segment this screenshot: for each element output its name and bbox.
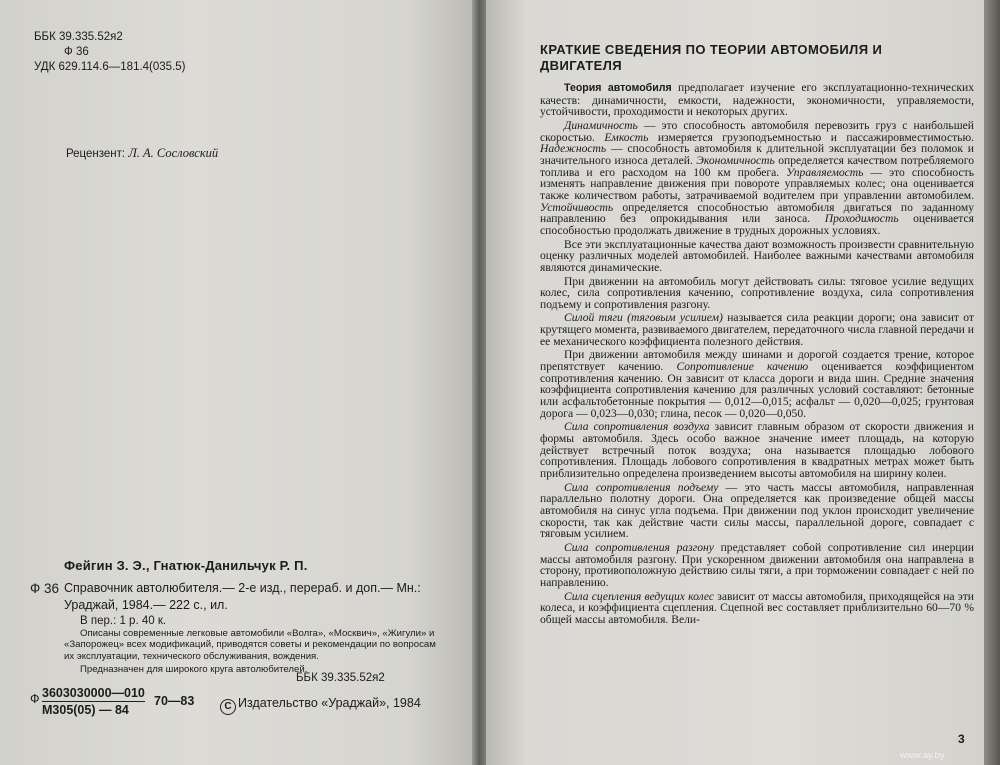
paragraph-text: называется сила реакции дороги; она зависит от крутящего момента, развиваемого двигателем, передаточного числа главной передачи и ее механического коэффициента полезного действия. [540,311,974,348]
paragraph-text: определяется качеством потребляемого топлива и его расходом на 100 км пробега. [540,153,974,179]
classification-header [34,30,186,75]
emphasized-term: Надежность [540,142,607,156]
body-paragraph [540,591,974,626]
code-top: 3603030000—010 [42,686,145,700]
bibliographic-entry: Справочник автолюбителя.— 2-е изд., перераб. и доп.— Мн.: Ураджай, 1984.— 222 с., ил. [64,581,421,612]
emphasized-term: Силой тяги (тяговым усилием) [564,311,723,325]
authors: Фейгин З. Э., Гнатюк-Данильчук Р. П. [64,558,308,573]
body-paragraph [540,482,974,540]
paragraph-text: — это часть массы автомобиля, направленная параллельно полотну дороги. Она определяется как произведение общей массы автомобиля на синус угла подъема. При движении под уклон происходит увеличение скорости, так как действие части силы массы, параллельной дороге, совпадает с тяговым усилием. [540,480,974,541]
paragraph-text: — это способность изменять направление движения при повороте управляемых колес; она оценивается также количеством работы, затрачиваемой водителем при управлении автомобилем. [540,165,974,202]
emphasized-term: Устойчивость [540,200,614,214]
paragraph-text: При движении автомобиля между шинами и дорогой создается трение, которое препятствует качению. [540,348,974,374]
udk-code: УДК 629.114.6—181.4(035.5) [34,61,186,73]
paragraph-text: — способность автомобиля к длительной эксплуатации без поломок и значительного износа деталей. [540,142,974,167]
audience-note: Предназначен для широкого круга автолюбителей. [80,664,308,675]
emphasized-term: Сила сопротивления воздуха [564,420,710,434]
publisher-name: Издательство «Ураджай», 1984 [238,696,421,710]
emphasized-term: Экономичность [696,153,775,167]
paragraph-text: представляет собой сопротивление сил инерции массы автомобиля разгону. При ускоренном движении автомобиля она направлена в сторону, противоположную действию силы тяги, а при торможении совпадает с ней по направлению. [540,540,974,589]
paragraph-text: измеряется грузоподъемностью и пассажировместимостью. [648,130,975,144]
price: В пер.: 1 р. 40 к. [80,615,167,627]
section-title: КРАТКИЕ СВЕДЕНИЯ ПО ТЕОРИИ АВТОМОБИЛЯ И ДВИГАТЕЛЯ [540,42,883,73]
paragraph-text: оценивается коэффициентом сопротивления качению. Он зависит от класса дороги и вида шин. Средние значения коэффициента сопротивления качению для различных условий составляют: бетонные или асфальтобетонные покрытия — 0,012—0,015; асфальт — 0,020—0,025; грунтовая дорога — 0,023—0,030; глина, песок — 0,020—0,050. [540,360,975,420]
body-paragraph [540,312,974,347]
body-paragraph [540,82,974,118]
emphasized-term: Емкость [604,130,649,144]
annotation: Описаны современные легковые автомобили «Волга», «Москвич», «Жигули» и «Запорожец» всех модификаций, приводятся советы и рекомендации по вопросам их эксплуатации, технического обслуживания, вождения. [64,628,436,662]
bbk-code-bottom: ББК 39.335.52я2 [296,672,385,684]
emphasized-term: Динамичность [564,118,638,132]
emphasized-term: Управляемость [786,165,864,179]
emphasized-term: Сила сцепления ведущих колес [564,589,715,603]
watermark: www.ay.by [900,750,945,761]
copyright-icon: С [220,699,236,715]
body-paragraph [540,542,974,589]
bbk-code: ББК 39.335.52я2 [34,31,123,43]
class-code: Ф 36 [30,581,60,596]
page-edge [984,0,1000,765]
emphasized-term: Сила сопротивления разгону [564,540,714,554]
body-paragraph [540,421,974,479]
paragraph-text: зависит от массы автомобиля, приходящейся на эти колеса, и коэффициента сцепления. Сцепной вес составляет приблизительно 60—70 % общей массы автомобиля. Вели- [540,589,974,626]
paragraph-text: оценивается способностью продолжать движение в трудных дорожных условиях. [540,212,974,237]
body-paragraph [540,349,974,419]
paragraph-text: — это способность автомобиля перевозить груз с наибольшей скоростью. [540,118,974,144]
code-side: 70—83 [154,694,195,708]
code-bottom: М305(05) — 84 [42,703,129,717]
reviewer-line [66,146,218,161]
paragraph-text: предполагает изучение его эксплуатационно-технических качеств: динамичности, емкости, надежности, экономичности, управляемости, устойчивости, проходимости и некоторых других. [540,81,974,119]
emphasized-term: Теория автомобиля [564,82,672,94]
paragraph-text: зависит главным образом от скорости движения и формы автомобиля. Здесь особо важное значение имеет площадь, на которую действует встречный поток воздуха; она называется площадью лобового сопротивления. Площадь лобового сопротивления в квадратных метрах может быть приблизительно определена произведением высоты автомобиля на ширину колеи. [540,420,974,480]
body-paragraph [540,239,974,274]
emphasized-term: Сила сопротивления подъему [564,480,719,494]
paragraph-text: определяется способностью автомобиля двигаться по заданному направлению без опрокидывания или заноса. [540,200,974,226]
code-letter: Ф [30,692,40,706]
emphasized-term: Сопротивление качению [676,360,809,374]
reviewer-label: Рецензент: [66,148,126,160]
page-number: 3 [958,732,965,746]
emphasized-term: Проходимость [824,212,899,226]
paragraph-text: Все эти эксплуатационные качества дают возможность произвести сравнительную оценку различных моделей автомобилей. Наиболее важными качествами автомобиля являются динамические. [540,237,974,274]
body-paragraph [540,276,974,311]
copyright-line [220,696,421,715]
paragraph-text: При движении на автомобиль могут действовать силы: тяговое усилие ведущих колес, сила сопротивления качению, сопротивление воздуха, сила сопротивления подъему и сопротивления разгону. [540,274,974,311]
body-paragraph [540,120,974,237]
author-mark: Ф 36 [64,46,89,58]
reviewer-name: Л. А. Сословский [128,146,219,160]
body-text [540,82,974,628]
